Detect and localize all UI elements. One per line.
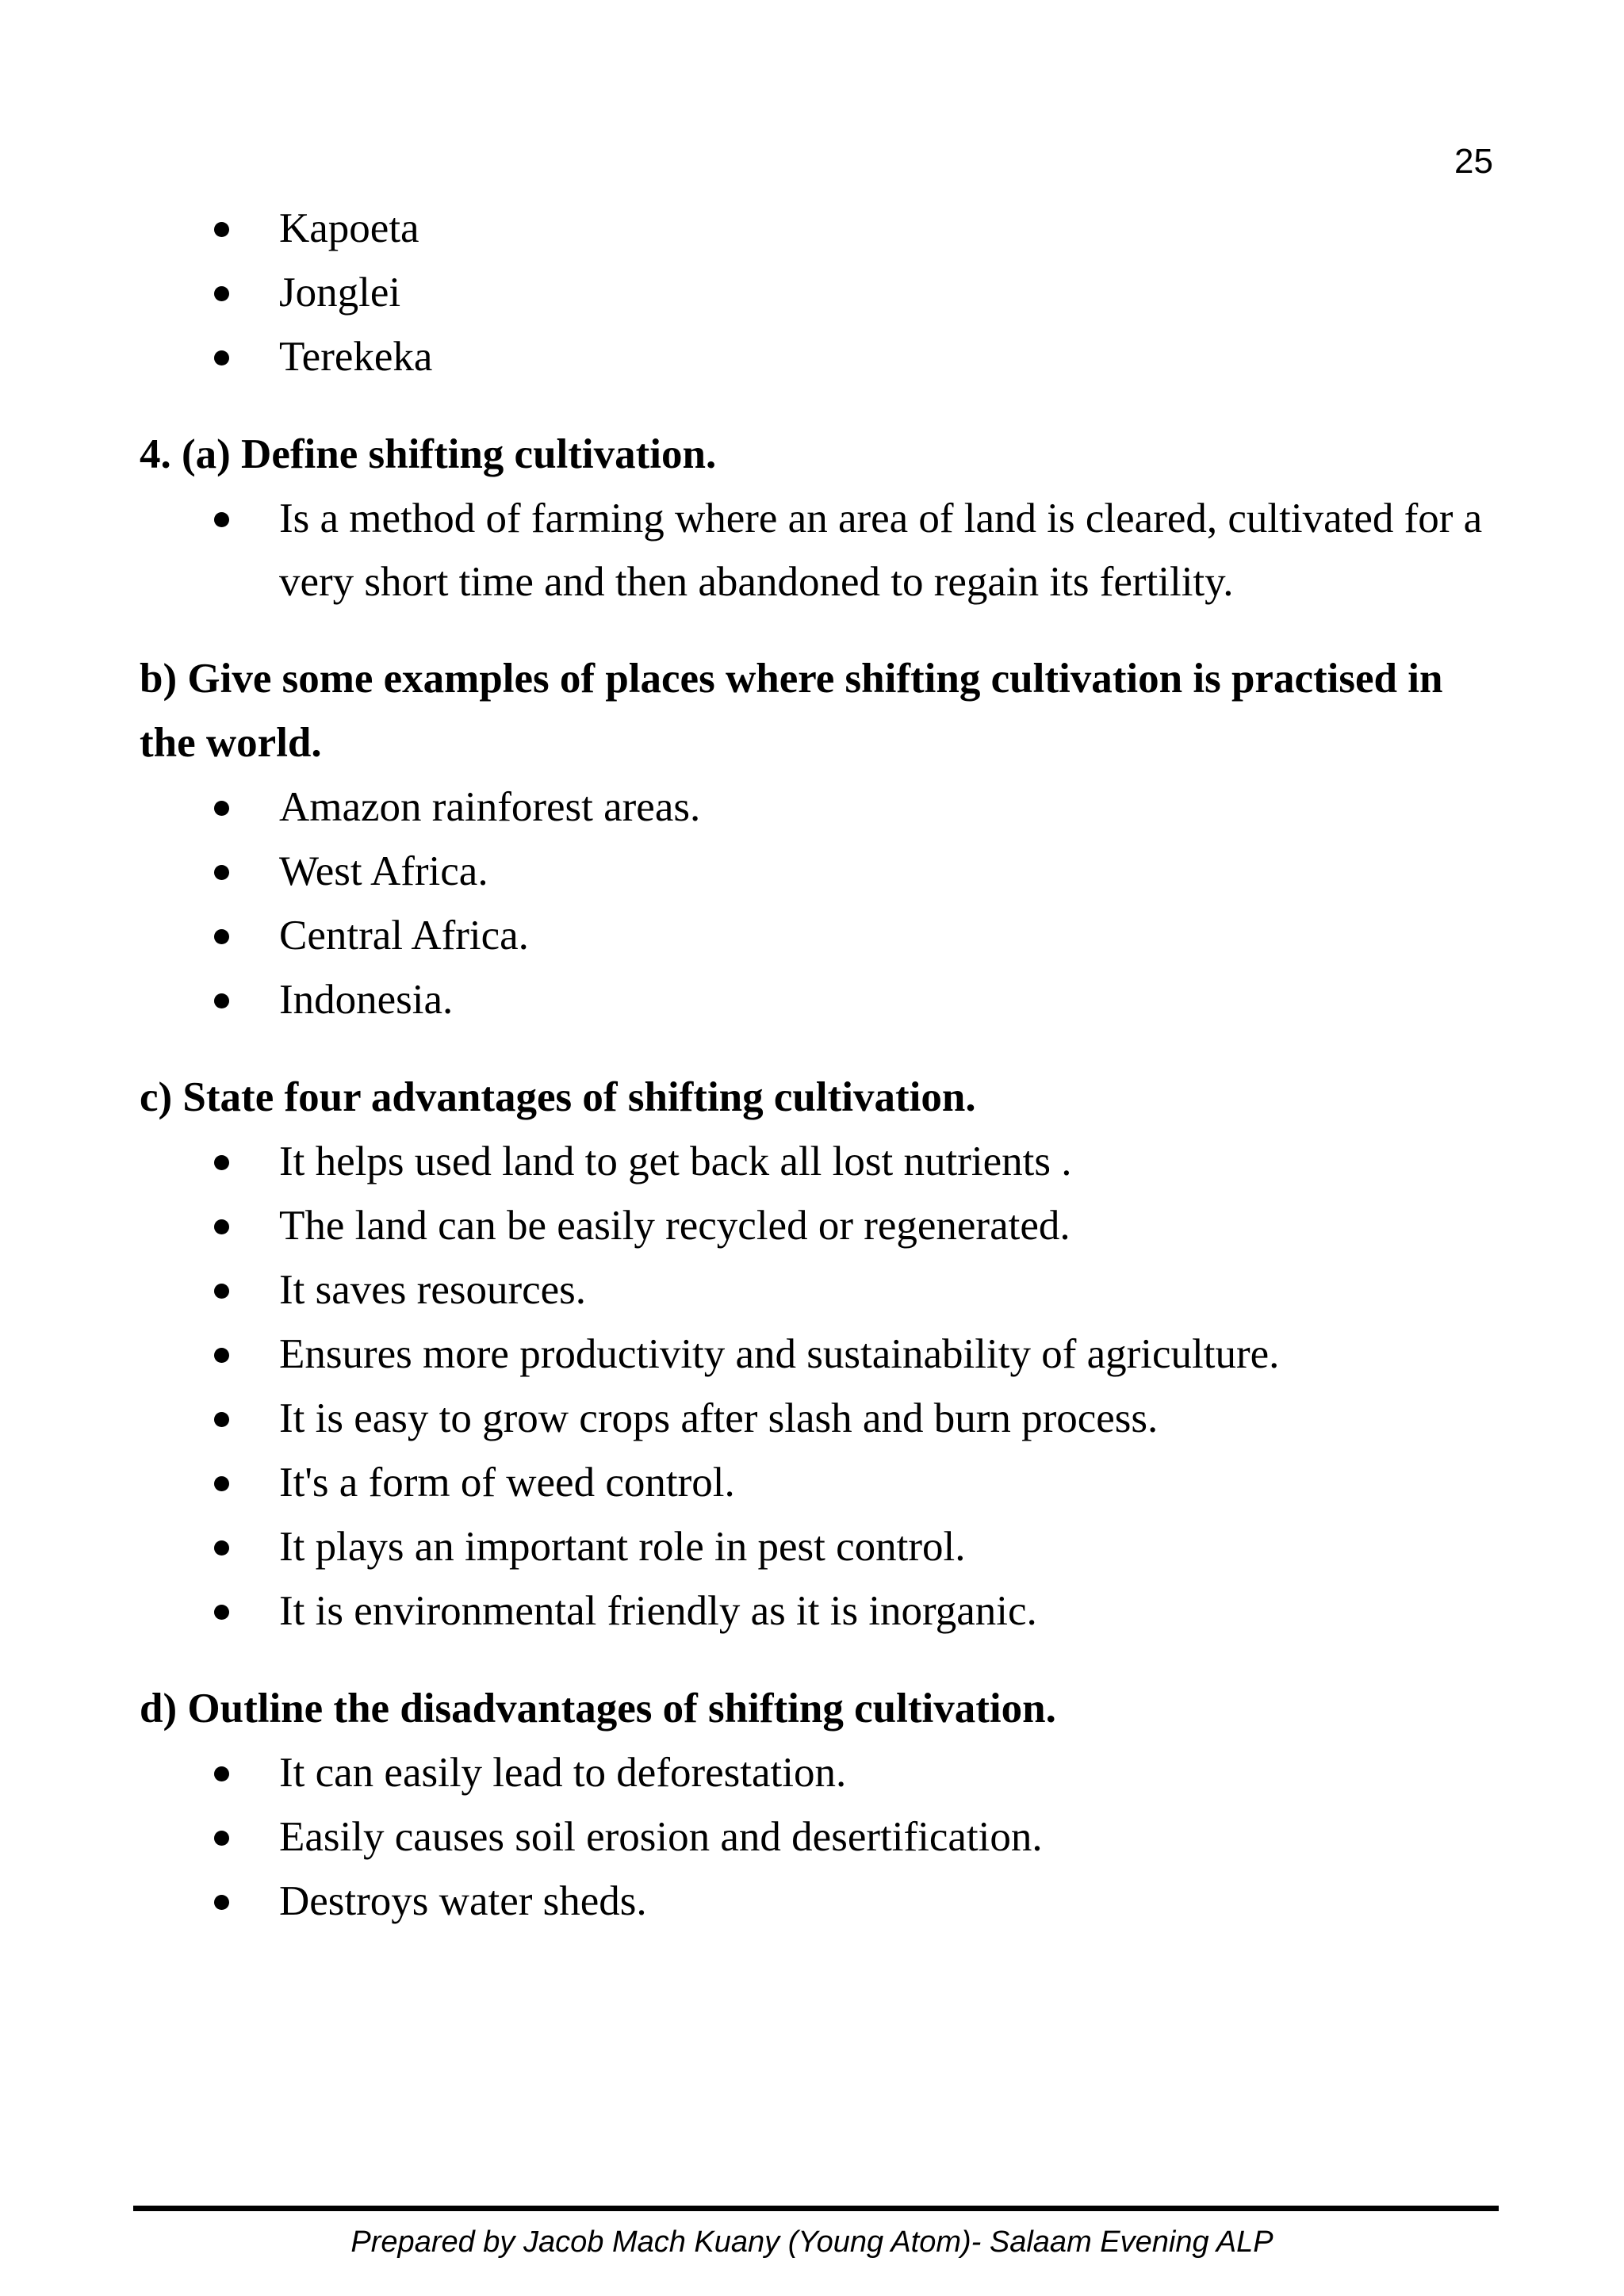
list-item: It saves resources. xyxy=(140,1258,1488,1322)
list-item: It is environmental friendly as it is inorganic. xyxy=(140,1579,1488,1644)
list-item: Central Africa. xyxy=(140,904,1488,968)
footer-credit: Prepared by Jacob Mach Kuany (Young Atom)- Salaam Evening ALP xyxy=(350,2225,1274,2259)
list-item: Destroys water sheds. xyxy=(140,1869,1488,1934)
list-item: Indonesia. xyxy=(140,968,1488,1032)
list-item: Terekeka xyxy=(140,325,1488,389)
answer-list-4a xyxy=(140,487,1488,614)
region-list xyxy=(140,197,1488,389)
answer-list-4d xyxy=(140,1741,1488,1934)
list-item: West Africa. xyxy=(140,840,1488,904)
list-item: Jonglei xyxy=(140,261,1488,325)
page-number: 25 xyxy=(1454,142,1493,181)
list-item: It plays an important role in pest control. xyxy=(140,1515,1488,1579)
question-4a-heading: 4. (a) Define shifting cultivation. xyxy=(140,431,717,477)
question-4d-heading: d) Outline the disadvantages of shifting cultivation. xyxy=(140,1686,1056,1732)
question-4c-heading: c) State four advantages of shifting cultivation. xyxy=(140,1074,976,1120)
question-4b-heading: b) Give some examples of places where shifting cultivation is practised in the world. xyxy=(140,656,1443,766)
list-item: Ensures more productivity and sustainability of agriculture. xyxy=(140,1322,1488,1387)
list-item: It is easy to grow crops after slash and burn process. xyxy=(140,1387,1488,1451)
footer-divider xyxy=(133,2206,1499,2211)
list-item: Is a method of farming where an area of land is cleared, cultivated for a very short time and then abandoned to regain its fertility. xyxy=(140,487,1488,614)
list-item: Amazon rainforest areas. xyxy=(140,775,1488,840)
list-item: Kapoeta xyxy=(140,197,1488,261)
list-item: It helps used land to get back all lost nutrients . xyxy=(140,1130,1488,1194)
page-content xyxy=(140,197,1488,1934)
list-item: The land can be easily recycled or regenerated. xyxy=(140,1194,1488,1258)
answer-list-4b xyxy=(140,775,1488,1032)
list-item: It's a form of weed control. xyxy=(140,1451,1488,1515)
list-item: It can easily lead to deforestation. xyxy=(140,1741,1488,1805)
list-item: Easily causes soil erosion and desertification. xyxy=(140,1805,1488,1869)
answer-list-4c xyxy=(140,1130,1488,1644)
